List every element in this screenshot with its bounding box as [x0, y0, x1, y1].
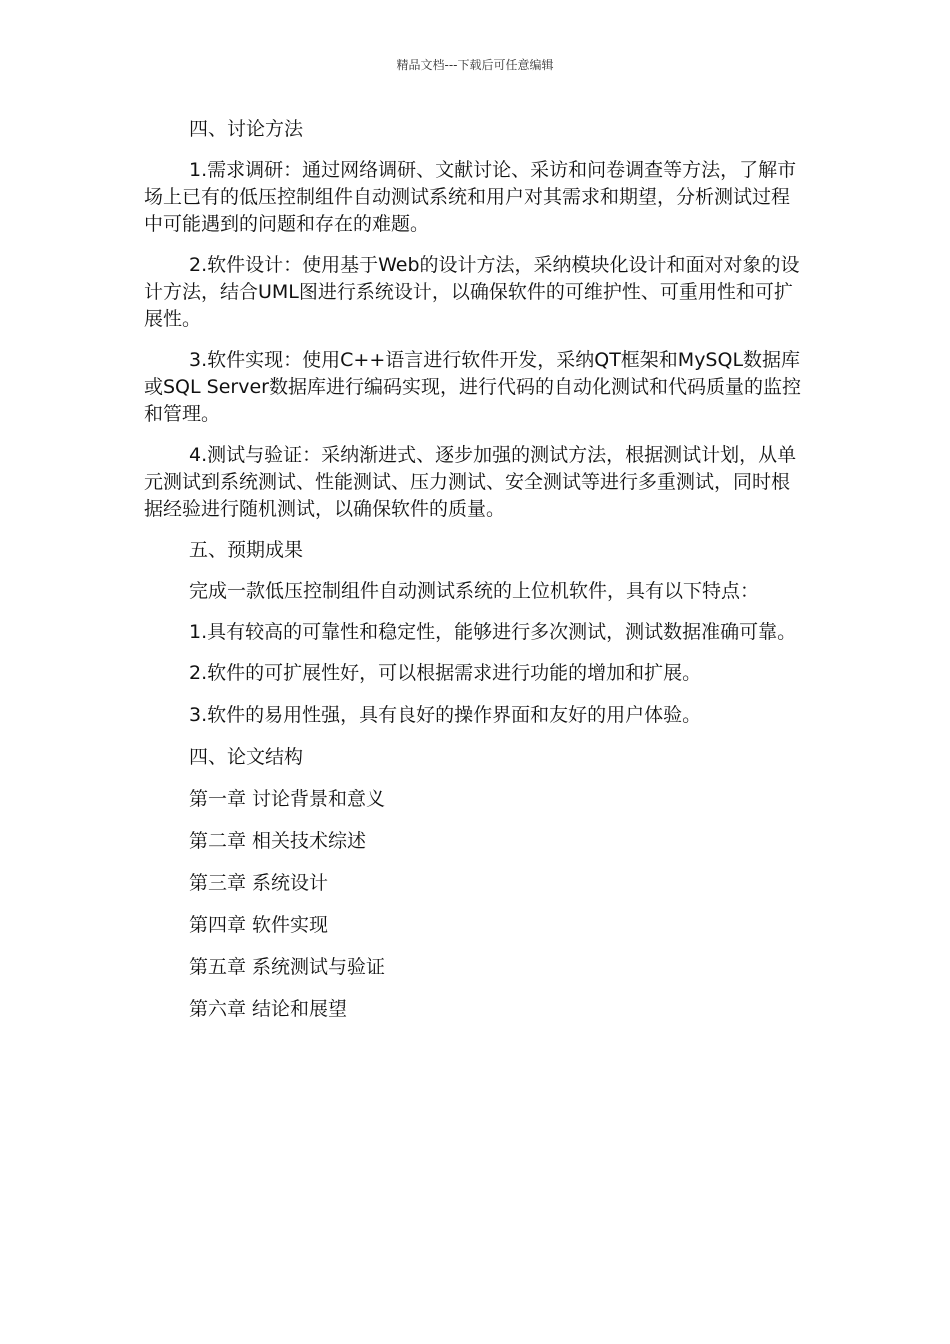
paragraph-requirements-research: 1.需求调研：通过网络调研、文献讨论、采访和问卷调查等方法，了解市场上已有的低压控制组件自动测试系统和用户对其需求和期望，分析测试过程中可能遇到的问题和存在的难题。	[144, 159, 797, 235]
paragraph-feature-usability: 3.软件的易用性强，具有良好的操作界面和友好的用户体验。	[189, 704, 702, 726]
chapter-item-2: 第二章 相关技术综述	[189, 830, 367, 852]
chapter-item-6: 第六章 结论和展望	[189, 998, 348, 1020]
paragraph-software-design: 2.软件设计：使用基于Web的设计方法，采纳模块化设计和面对对象的设计方法，结合UML图进行系统设计，以确保软件的可维护性、可重用性和可扩展性。	[144, 254, 800, 330]
paragraph-testing-verification: 4.测试与验证：采纳渐进式、逐步加强的测试方法，根据测试计划，从单元测试到系统测试、性能测试、压力测试、安全测试等进行多重测试，同时根据经验进行随机测试，以确保软件的质量。	[144, 444, 797, 520]
paragraph-feature-reliability: 1.具有较高的可靠性和稳定性，能够进行多次测试，测试数据准确可靠。	[189, 621, 797, 643]
paragraph-feature-extensibility: 2.软件的可扩展性好，可以根据需求进行功能的增加和扩展。	[189, 662, 702, 684]
section-heading-research-methods: 四、讨论方法	[189, 118, 304, 140]
paragraph-expected-results-intro: 完成一款低压控制组件自动测试系统的上位机软件，具有以下特点：	[189, 580, 760, 602]
section-heading-thesis-structure: 四、论文结构	[189, 746, 304, 768]
document-body	[144, 116, 806, 1038]
page-header: 精品文档---下载后可任意编辑	[396, 58, 554, 72]
section-heading-expected-results: 五、预期成果	[189, 539, 304, 561]
chapter-item-5: 第五章 系统测试与验证	[189, 956, 386, 978]
paragraph-software-implementation: 3.软件实现：使用C++语言进行软件开发，采纳QT框架和MySQL数据库或SQL Server数据库进行编码实现，进行代码的自动化测试和代码质量的监控和管理。	[144, 349, 801, 425]
chapter-item-3: 第三章 系统设计	[189, 872, 329, 894]
chapter-item-1: 第一章 讨论背景和意义	[189, 788, 386, 810]
chapter-item-4: 第四章 软件实现	[189, 914, 329, 936]
